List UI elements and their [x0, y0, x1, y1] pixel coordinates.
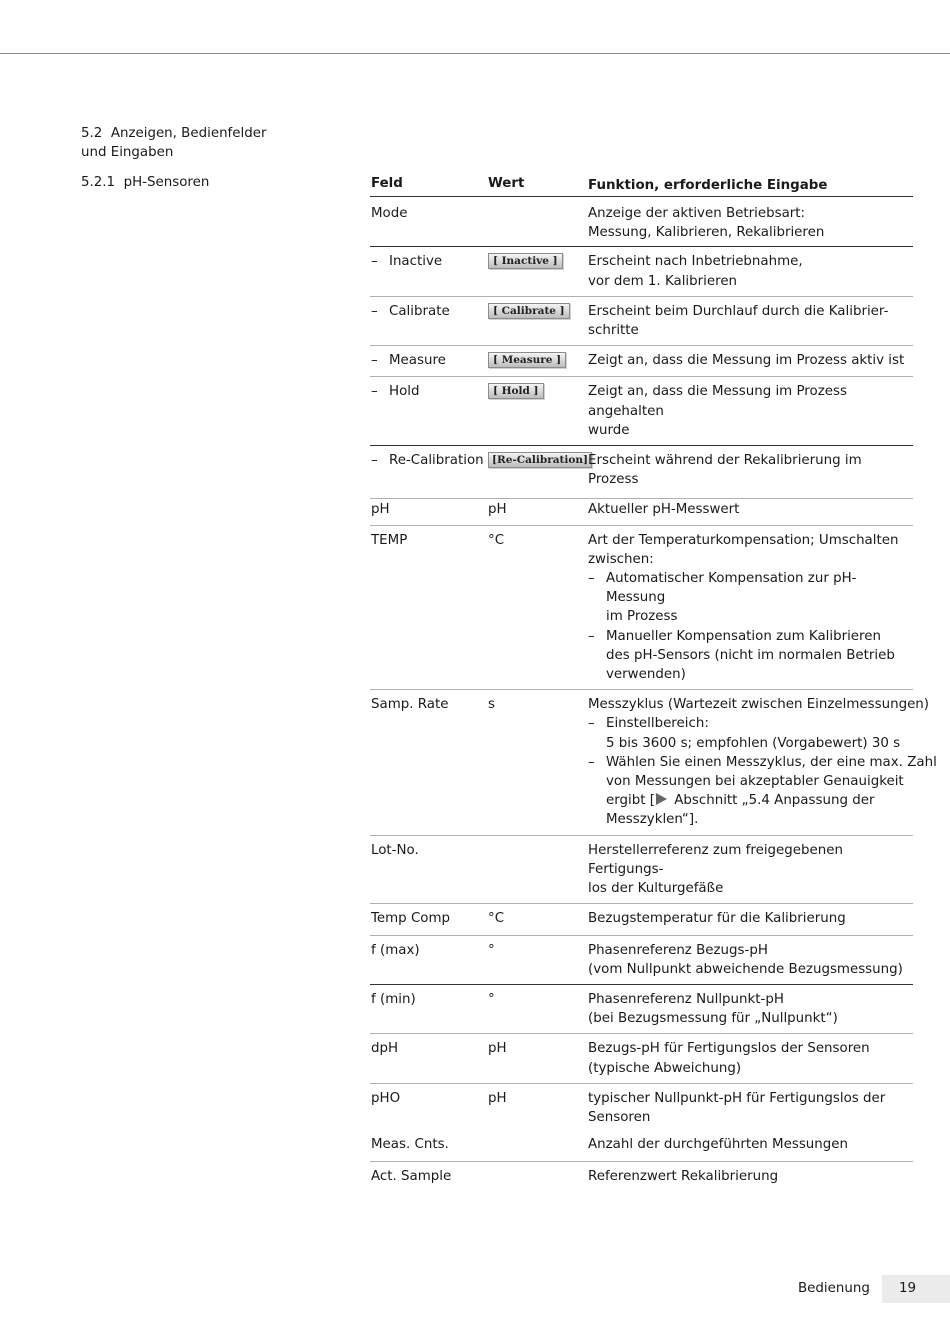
- table-row: – Hold [ Hold ] Zeigt an, dass die Messung im Prozess angehalten wurde: [370, 377, 913, 446]
- footer-chapter-label: Bedienung: [798, 1281, 870, 1296]
- page-number: 19: [899, 1281, 917, 1296]
- table-row: Lot-No. Herstellerreferenz zum freigegebenen Fertigungs- los der Kulturgefäße: [370, 836, 913, 905]
- header-wert: Wert: [488, 176, 525, 191]
- hold-button: [ Hold ]: [488, 383, 544, 399]
- table-row: pHO pH typischer Nullpunkt-pH für Fertigungslos der Sensoren: [371, 1090, 886, 1125]
- table-row: – Inactive [ Inactive ] Erscheint nach Inbetriebnahme, vor dem 1. Kalibrieren: [370, 247, 913, 296]
- header-feld: Feld: [371, 176, 403, 191]
- page-number-box: [882, 1275, 950, 1303]
- header-rule: [0, 53, 950, 54]
- calibrate-button: [ Calibrate ]: [488, 303, 570, 319]
- table-row: Act. Sample Referenzwert Rekalibrierung: [371, 1169, 779, 1185]
- table-row: pH pH Aktueller pH-Messwert: [370, 499, 913, 525]
- table-row: dpH pH Bezugs-pH für Fertigungslos der Sensoren (typische Abweichung): [370, 1034, 913, 1083]
- list-item: – Wählen Sie einen Messzyklus, der eine max. Zahl von Messungen bei akzeptabler Genauigkeit ergibt [ Abschnitt „5.4 Anpassung der Messzyklen“].: [588, 754, 937, 828]
- table-header-row: [370, 174, 913, 197]
- table-row: Meas. Cnts. Anzahl der durchgeführten Messungen: [370, 1134, 913, 1162]
- table-row: – Re-Calibration [Re-Calibration] Erscheint während der Rekalibrierung im Prozess: [370, 446, 913, 499]
- list-item: – Manueller Kompensation zum Kalibrieren des pH-Sensors (nicht im normalen Betrieb verwenden): [588, 628, 895, 683]
- list-item: – Einstellbereich: 5 bis 3600 s; empfohlen (Vorgabewert) 30 s: [588, 716, 901, 751]
- measure-button: [ Measure ]: [488, 352, 566, 368]
- list-item: – Automatischer Kompensation zur pH-Messung im Prozess: [588, 571, 857, 625]
- recalibration-button: [Re-Calibration]: [488, 452, 592, 468]
- inactive-button: [ Inactive ]: [488, 253, 563, 269]
- play-arrow-icon: [656, 793, 667, 805]
- parameter-table: [370, 174, 937, 1192]
- table-row: Samp. Rate s Messzyklus (Wartezeit zwischen Einzelmessungen) – Einstellbereich: 5 bis 3600 s; empfohlen (Vorgabewert) 30 s – Wählen Sie einen Messzyklus, der eine max. Zahl von Messungen bei akzeptabler Genauigkeit ergibt [ Abschnitt „5.4 Anpassung der Messzyklen“].: [370, 690, 913, 835]
- table-row: TEMP °C Art der Temperaturkompensation; Umschalten zwischen: – Automatischer Kompensation zur pH-Messung im Prozess – Manueller Kompensation zum Kalibrieren des pH-Sensors (nicht im normalen Betrieb verwenden): [370, 526, 913, 691]
- subsection-heading: 5.2.1 pH-Sensoren: [81, 175, 210, 190]
- table-row: – Measure [ Measure ] Zeigt an, dass die Messung im Prozess aktiv ist: [370, 346, 913, 377]
- table-row: Mode Anzeige der aktiven Betriebsart: Messung, Kalibrieren, Rekalibrieren: [370, 197, 913, 247]
- table-row: f (min) ° Phasenreferenz Nullpunkt-pH (bei Bezugsmessung für „Nullpunkt“): [370, 985, 913, 1034]
- section-heading: 5.2 Anzeigen, Bedienfelder und Eingaben: [81, 126, 267, 161]
- table-row: Temp Comp °C Bezugstemperatur für die Kalibrierung: [370, 904, 913, 935]
- table-row: – Calibrate [ Calibrate ] Erscheint beim Durchlauf durch die Kalibrier- schritte: [370, 297, 913, 346]
- table-row: f (max) ° Phasenreferenz Bezugs-pH (vom Nullpunkt abweichende Bezugsmessung): [370, 936, 913, 985]
- header-funktion: Funktion, erforderliche Eingabe: [588, 178, 828, 193]
